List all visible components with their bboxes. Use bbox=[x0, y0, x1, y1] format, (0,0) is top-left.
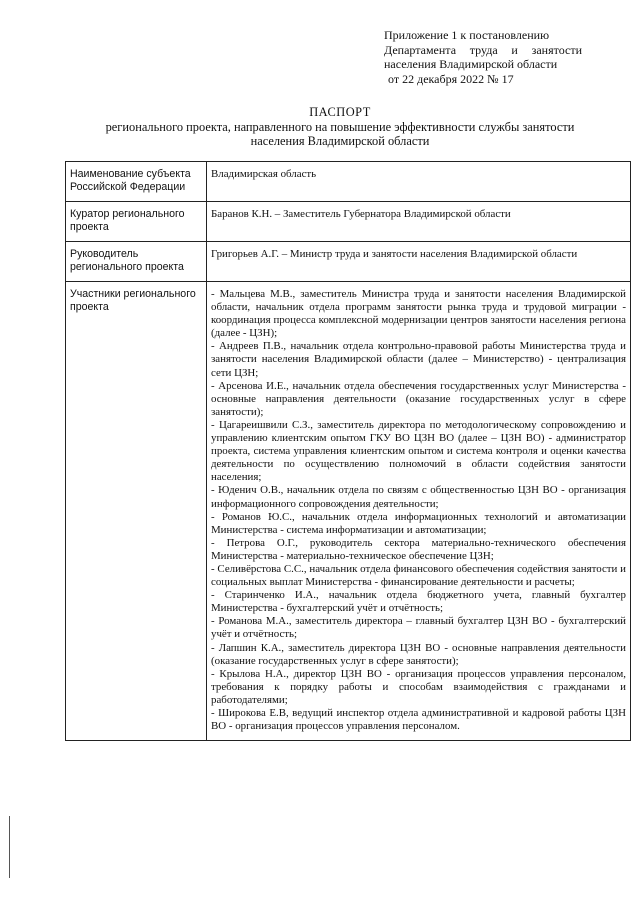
row-label: Куратор регионального проекта bbox=[66, 202, 207, 242]
document-heading bbox=[60, 105, 620, 149]
participants-cell bbox=[207, 282, 631, 741]
appendix-line: населения Владимирской области bbox=[384, 57, 558, 72]
appendix-line: Департамента труда и занятости bbox=[384, 42, 582, 57]
row-label: Участники регионального проекта bbox=[66, 282, 207, 741]
page-subtitle-line: населения Владимирской области bbox=[250, 134, 430, 148]
participant-item: - Арсенова И.Е., начальник отдела обеспечения государственных услуг Министерства - основные направления деятельности (оказание государственных услуг в сфере занятости); bbox=[211, 379, 626, 418]
participant-item: - Старинченко И.А., начальник отдела бюджетного учета, главный бухгалтер Министерства - бухгалтерский учёт и отчётность; bbox=[211, 589, 626, 615]
appendix-date-line: от 22 декабря 2022 № 17 bbox=[388, 71, 514, 86]
participant-item: - Крылова Н.А., директор ЦЗН ВО - организация процессов управления персоналом, требования к порядку работы и способам взаимодействия с гражданами и работодателями; bbox=[211, 667, 626, 706]
row-value: Григорьев А.Г. – Министр труда и занятости населения Владимирской области bbox=[207, 242, 631, 282]
page-subtitle-line: регионального проекта, направленного на повышение эффективности службы занятости bbox=[105, 119, 575, 134]
passport-table bbox=[65, 161, 631, 741]
page-title: ПАСПОРТ bbox=[309, 105, 371, 119]
participant-item: - Петрова О.Г., руководитель сектора материально-технического обеспечения Министерства - материально-техническое обеспечение ЦЗН; bbox=[211, 536, 626, 562]
participant-item: - Романов Ю.С., начальник отдела информационных технологий и автоматизации Министерства - система информатизации и автоматизации; bbox=[211, 510, 626, 536]
table-row bbox=[66, 162, 631, 202]
table-row bbox=[66, 282, 631, 741]
participant-item: - Мальцева М.В., заместитель Министра труда и занятости населения Владимирской области, начальник отдела программ занятости рынка труда и трудовой миграции - координация процесса комплексной модернизации центров занятости населения региона (далее - ЦЗН); bbox=[211, 288, 626, 340]
table-row bbox=[66, 202, 631, 242]
appendix-note bbox=[384, 28, 582, 86]
participant-item: - Юденич О.В., начальник отдела по связям с общественностью ЦЗН ВО - организация информационного сопровождения деятельности; bbox=[211, 484, 626, 510]
appendix-line: Приложение 1 к постановлению bbox=[384, 28, 550, 42]
table-row bbox=[66, 242, 631, 282]
row-label: Руководитель регионального проекта bbox=[66, 242, 207, 282]
scan-margin-line bbox=[9, 816, 10, 878]
participant-item: - Широкова Е.В, ведущий инспектор отдела административной и кадровой работы ЦЗН ВО - организация процессов управления персоналом. bbox=[211, 707, 626, 733]
row-value: Баранов К.Н. – Заместитель Губернатора Владимирской области bbox=[207, 202, 631, 242]
participant-item: - Селивёрстова С.С., начальник отдела финансового обеспечения содействия занятости и социальных выплат Министерства - финансирование деятельности и расчеты; bbox=[211, 562, 626, 589]
row-value: Владимирская область bbox=[207, 162, 631, 202]
row-label: Наименование субъекта Российской Федерации bbox=[66, 162, 207, 202]
participant-item: - Романова М.А., заместитель директора – главный бухгалтер ЦЗН ВО - бухгалтерский учёт и отчётность; bbox=[211, 615, 626, 641]
participant-item: - Лапшин К.А., заместитель директора ЦЗН ВО - основные направления деятельности (оказание государственных услуг в сфере занятости); bbox=[211, 641, 626, 667]
participant-item: - Цагареишвили С.З., заместитель директора по методологическому сопровождению и управлению клиентским опытом ГКУ ВО ЦЗН ВО (далее – ЦЗН ВО) - администратор проекта, система управления клиентским опытом и система контроля и оценки качества деятельности по осуществлению полномочий в области содействия занятости населения; bbox=[211, 418, 626, 484]
participant-item: - Андреев П.В., начальник отдела контрольно-правовой работы Министерства труда и занятости населения Владимирской области (далее – Министерство) - централизация сети ЦЗН; bbox=[211, 340, 626, 379]
